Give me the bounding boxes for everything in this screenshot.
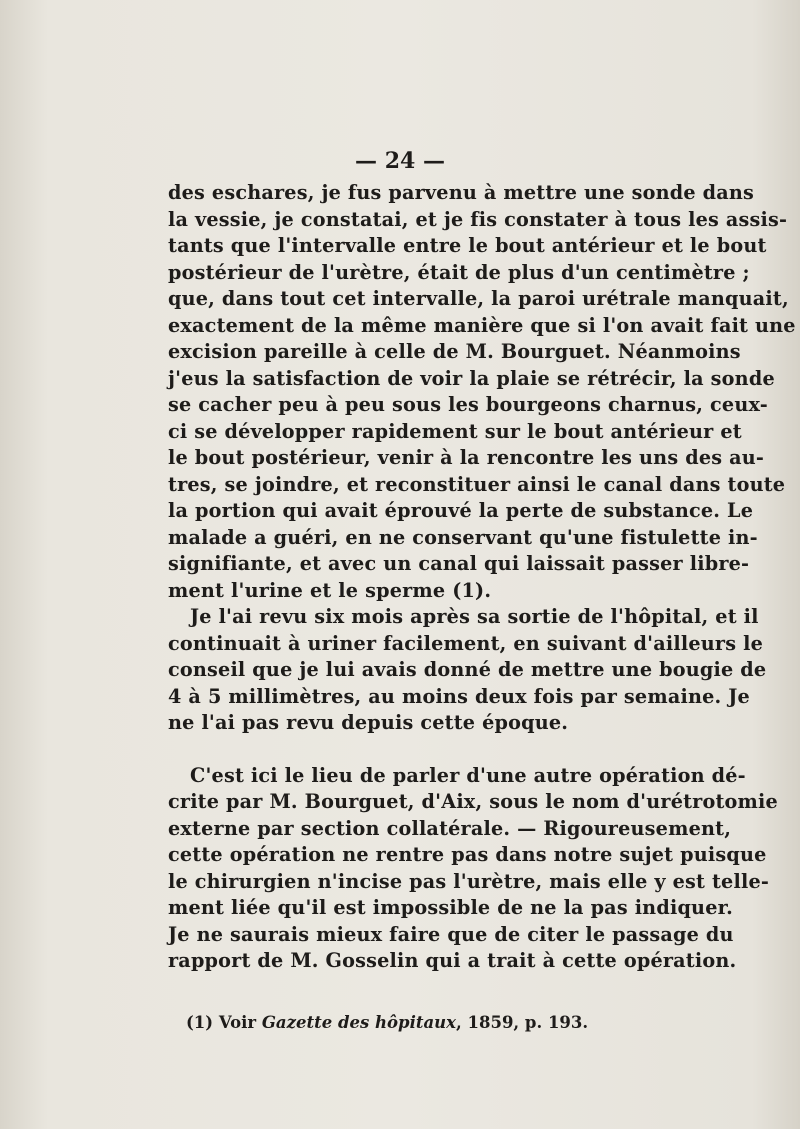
paragraph-1 (168, 180, 796, 604)
text-line: crite par M. Bourguet, d'Aix, sous le nom d'urétrotomie (168, 790, 778, 813)
text-line: la portion qui avait éprouvé la perte de substance. Le (168, 499, 754, 522)
text-line: la vessie, je constatai, et je fis constater à tous les assis- (168, 207, 788, 231)
text-line: postérieur de l'urètre, était de plus d'un centimètre ; (168, 260, 750, 284)
text-line: malade a guéri, en ne conservant qu'une fistulette in- (168, 525, 758, 549)
text-line: signifiante, et avec un canal qui laissait passer libre- (168, 552, 750, 575)
text-line: le chirurgien n'incise pas l'urètre, mais elle y est telle- (168, 869, 770, 893)
text-line: excision pareille à celle de M. Bourguet. Néanmoins (168, 340, 741, 363)
text-line: se cacher peu à peu sous les bourgeons charnus, ceux- (168, 393, 768, 416)
text-line: C'est ici le lieu de parler d'une autre opération dé- (190, 763, 746, 787)
text-line: que, dans tout cet intervalle, la paroi urétrale manquait, (168, 287, 789, 310)
text-line: Je l'ai revu six mois après sa sortie de l'hôpital, et il (190, 605, 759, 628)
footnote (186, 1013, 588, 1032)
text-line: le bout postérieur, venir à la rencontre les uns des au- (168, 446, 765, 469)
text-line: rapport de M. Gosselin qui a trait à cette opération. (168, 949, 737, 972)
text-line: conseil que je lui avais donné de mettre une bougie de (168, 658, 767, 681)
text-line: Je ne saurais mieux faire que de citer le passage du (168, 922, 734, 946)
paragraph-2 (168, 604, 767, 737)
text-line: cette opération ne rentre pas dans notre sujet puisque (168, 843, 767, 866)
text-line: j'eus la satisfaction de voir la plaie se rétrécir, la sonde (168, 366, 775, 390)
page-number: — 24 — (355, 148, 445, 174)
body-text (168, 180, 796, 975)
text-line: externe par section collatérale. — Rigoureusement, (168, 816, 732, 840)
paragraph-3 (168, 763, 778, 975)
text-line: ment liée qu'il est impossible de ne la pas indiquer. (168, 896, 734, 919)
text-line: 4 à 5 millimètres, au moins deux fois par semaine. Je (168, 684, 750, 708)
text-line: ment l'urine et le sperme (1). (168, 578, 492, 602)
text-line: des eschares, je fus parvenu à mettre une sonde dans (168, 181, 755, 204)
text-line: ne l'ai pas revu depuis cette époque. (168, 711, 569, 734)
footnote-prefix: (1) Voir (186, 1013, 262, 1032)
footnote-title: Gazette des hôpitaux (261, 1013, 457, 1032)
text-line: tants que l'intervalle entre le bout antérieur et le bout (168, 234, 767, 257)
text-line: ci se développer rapidement sur le bout antérieur et (168, 419, 742, 443)
text-line: exactement de la même manière que si l'on avait fait une (168, 313, 796, 337)
footnote-suffix: , 1859, p. 193. (456, 1013, 589, 1032)
text-line: tres, se joindre, et reconstituer ainsi le canal dans toute (168, 472, 786, 496)
text-line: continuait à uriner facilement, en suivant d'ailleurs le (168, 631, 763, 655)
